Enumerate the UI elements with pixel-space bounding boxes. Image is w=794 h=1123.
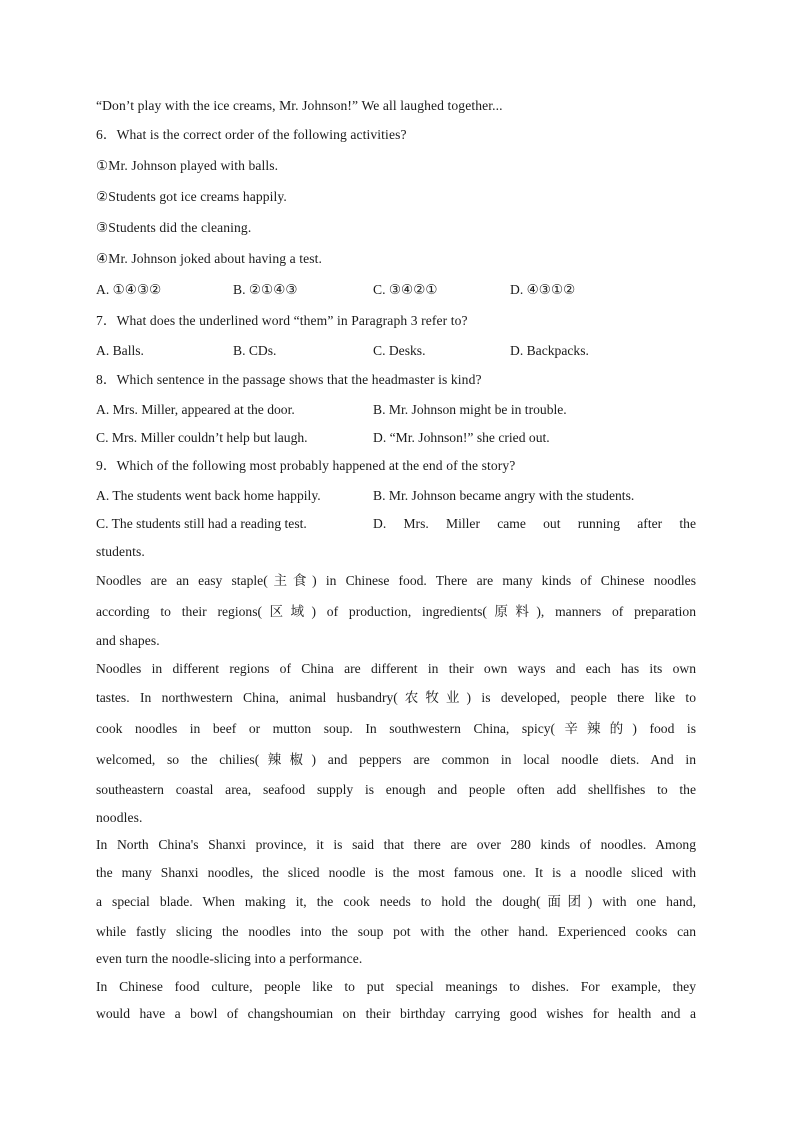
story-closing-line: “Don’t play with the ice creams, Mr. Johnson!” We all laughed together... [96,98,503,113]
q6-statement-2: ②Students got ice creams happily. [96,189,287,204]
q9-option-d [373,515,696,533]
q7-option-a: A. Balls. [96,343,144,358]
q6-statement-1: ①Mr. Johnson played with balls. [96,158,279,173]
p2-line-5-text: southeastern coastal area, seafood supply is enough and people often add shellfishes to the [96,782,696,797]
q8-option-b: B. Mr. Johnson might be in trouble. [373,402,567,417]
q8-option-a: A. Mrs. Miller, appeared at the door. [96,402,295,417]
q9-option-d-text: D. Mrs. Miller came out running after the [373,516,696,531]
p2-line-1-text: Noodles in different regions of China are different in their own ways and each has its own [96,661,696,676]
passage-paragraph-3-line-5: even turn the noodle-slicing into a performance. [96,951,363,966]
passage-paragraph-2-line-3 [96,720,696,738]
q6-statement-3: ③Students did the cleaning. [96,220,252,235]
q9-option-c: C. The students still had a reading test. [96,516,307,531]
passage-paragraph-3-line-3 [96,893,696,911]
passage-paragraph-2-line-1 [96,660,696,678]
p1-line-1-text: Noodles are an easy staple(主食) in Chinese food. There are many kinds of Chinese noodles [96,573,696,588]
q6-option-c: C. ③④②① [373,282,438,297]
p3-line-4-text: while fastly slicing the noodles into the soup pot with the other hand. Experienced cooks can [96,924,696,939]
q8-option-d: D. “Mr. Johnson!” she cried out. [373,430,550,445]
passage-paragraph-1-line-1 [96,572,696,590]
p2-line-2-text: tastes. In northwestern China, animal husbandry(农牧业) is developed, people there like to [96,690,696,705]
passage-paragraph-3-line-1 [96,836,696,854]
q7-option-c: C. Desks. [373,343,426,358]
q7-option-d: D. Backpacks. [510,343,589,358]
p3-line-2-text: the many Shanxi noodles, the sliced noodle is the most famous one. It is a noodle sliced with [96,865,696,880]
p1-line-2-text: according to their regions(区域) of production, ingredients(原料), manners of preparation [96,604,696,619]
p2-line-3-text: cook noodles in beef or mutton soup. In southwestern China, spicy(辛辣的) food is [96,721,696,736]
q8-option-c: C. Mrs. Miller couldn’t help but laugh. [96,430,308,445]
passage-paragraph-2-line-6: noodles. [96,810,143,825]
q9-option-a: A. The students went back home happily. [96,488,321,503]
p2-line-4-text: welcomed, so the chilies(辣椒) and peppers are common in local noodle diets. And in [96,752,696,767]
p3-line-3-text: a special blade. When making it, the cook needs to hold the dough(面团) with one hand, [96,894,696,909]
p4-line-1-text: In Chinese food culture, people like to put special meanings to dishes. For example, they [96,979,696,994]
q7-option-b: B. CDs. [233,343,277,358]
passage-paragraph-1-line-3: and shapes. [96,633,160,648]
passage-paragraph-2-line-2 [96,689,696,707]
p3-line-1-text: In North China's Shanxi province, it is said that there are over 280 kinds of noodles. Among [96,837,696,852]
q6-statement-4: ④Mr. Johnson joked about having a test. [96,251,323,266]
question-7: 7．What does the underlined word “them” in Paragraph 3 refer to? [96,313,468,328]
q9-option-d-continued: students. [96,544,145,559]
passage-paragraph-1-line-2 [96,603,696,621]
passage-paragraph-3-line-4 [96,923,696,941]
question-6: 6．What is the correct order of the following activities? [96,127,407,142]
passage-paragraph-4-line-1 [96,978,696,996]
passage-paragraph-2-line-5 [96,781,696,799]
question-8: 8．Which sentence in the passage shows that the headmaster is kind? [96,372,482,387]
q6-option-b: B. ②①④③ [233,282,298,297]
passage-paragraph-3-line-2 [96,864,696,882]
q6-option-d: D. ④③①② [510,282,576,297]
q9-option-b: B. Mr. Johnson became angry with the students. [373,488,635,503]
question-9: 9．Which of the following most probably happened at the end of the story? [96,458,516,473]
passage-paragraph-4-line-2 [96,1005,696,1023]
p4-line-2-text: would have a bowl of changshoumian on their birthday carrying good wishes for health and a [96,1006,696,1021]
q6-option-a: A. ①④③② [96,282,162,297]
passage-paragraph-2-line-4 [96,751,696,769]
